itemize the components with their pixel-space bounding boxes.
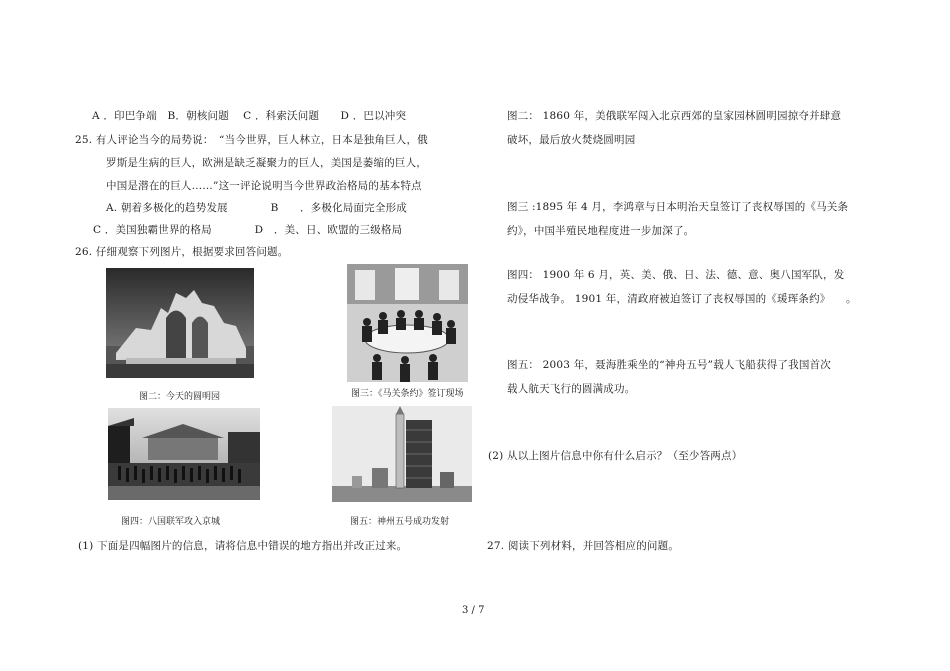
fig4-info-line1: 图四： 1900 年 6 月，英、美、俄、日、法、德、意、奥八国军队，发 [507,269,845,281]
treaty-signing-photo [347,264,468,382]
q26-sub2: (2) 从以上图片信息中你有什么启示？（至少答两点） [488,450,743,462]
q24-options: A ．印巴争端 B．朝核问题 C ．科索沃问题 D ．巴以冲突 [92,110,407,122]
q25-line2: 罗斯是生病的巨人，欧洲是缺乏凝聚力的巨人，美国是萎缩的巨人， [106,157,427,169]
fig3-caption: 图三：《马关条约》签订现场 [351,389,464,399]
fig2-info-line2: 破坏，最后放火焚烧圆明园 [507,134,636,146]
fig4-info-tail: 。 [846,293,857,305]
fig3-info-line2: 约》，中国半殖民地程度进一步加深了。 [507,225,695,237]
fig3-info-line1: 图三 :1895 年 4 月，李鸿章与日本明治天皇签订了丧权辱国的《马关条 [507,201,849,213]
rocket-launch-photo [332,406,472,502]
page-number: 3 / 7 [462,605,485,616]
fig5-info-line2: 载人航天飞行的圆满成功。 [507,383,636,395]
ruins-photo [106,268,254,378]
fig5-caption: 图五：神州五号成功发射 [350,517,450,527]
q26-intro: 26. 仔细观察下列图片，根据要求回答问题。 [75,246,289,258]
fig2-info-line1: 图二： 1860 年，美俄联军闯入北京西郊的皇家园林圆明园掠夺并肆意 [507,110,842,122]
fig2-caption: 图二：今天的圆明园 [139,392,221,402]
fig5-info-line1: 图五： 2003 年，聂海胜乘坐的“神舟五号”载人飞船获得了我国首次 [507,359,831,371]
q27-intro: 27. 阅读下列材料，并回答相应的问题。 [487,540,680,552]
q26-sub1: (1) 下面是四幅图片的信息，请将信息中错误的地方指出并改正过来。 [78,540,408,552]
fig4-caption: 图四：八国联军攻入京城 [121,517,221,527]
fig4-info-line2: 动侵华战争。 1901 年，清政府被迫签订了丧权辱国的《瑗珲条约》 [507,293,831,305]
q25-option-cd: C ．美国独霸世界的格局 D ．美、日、欧盟的三级格局 [93,224,403,236]
q25-line1: 25. 有人评论当今的局势说： “当今世界，巨人林立，日本是独角巨人，俄 [75,134,428,146]
q25-option-ab: A. 朝着多极化的趋势发展 B ．多极化局面完全形成 [106,202,407,214]
army-entering-city-photo [108,408,260,500]
q25-line3: 中国是潜在的巨人……”这一评论说明当今世界政治格局的基本特点 [106,180,422,192]
